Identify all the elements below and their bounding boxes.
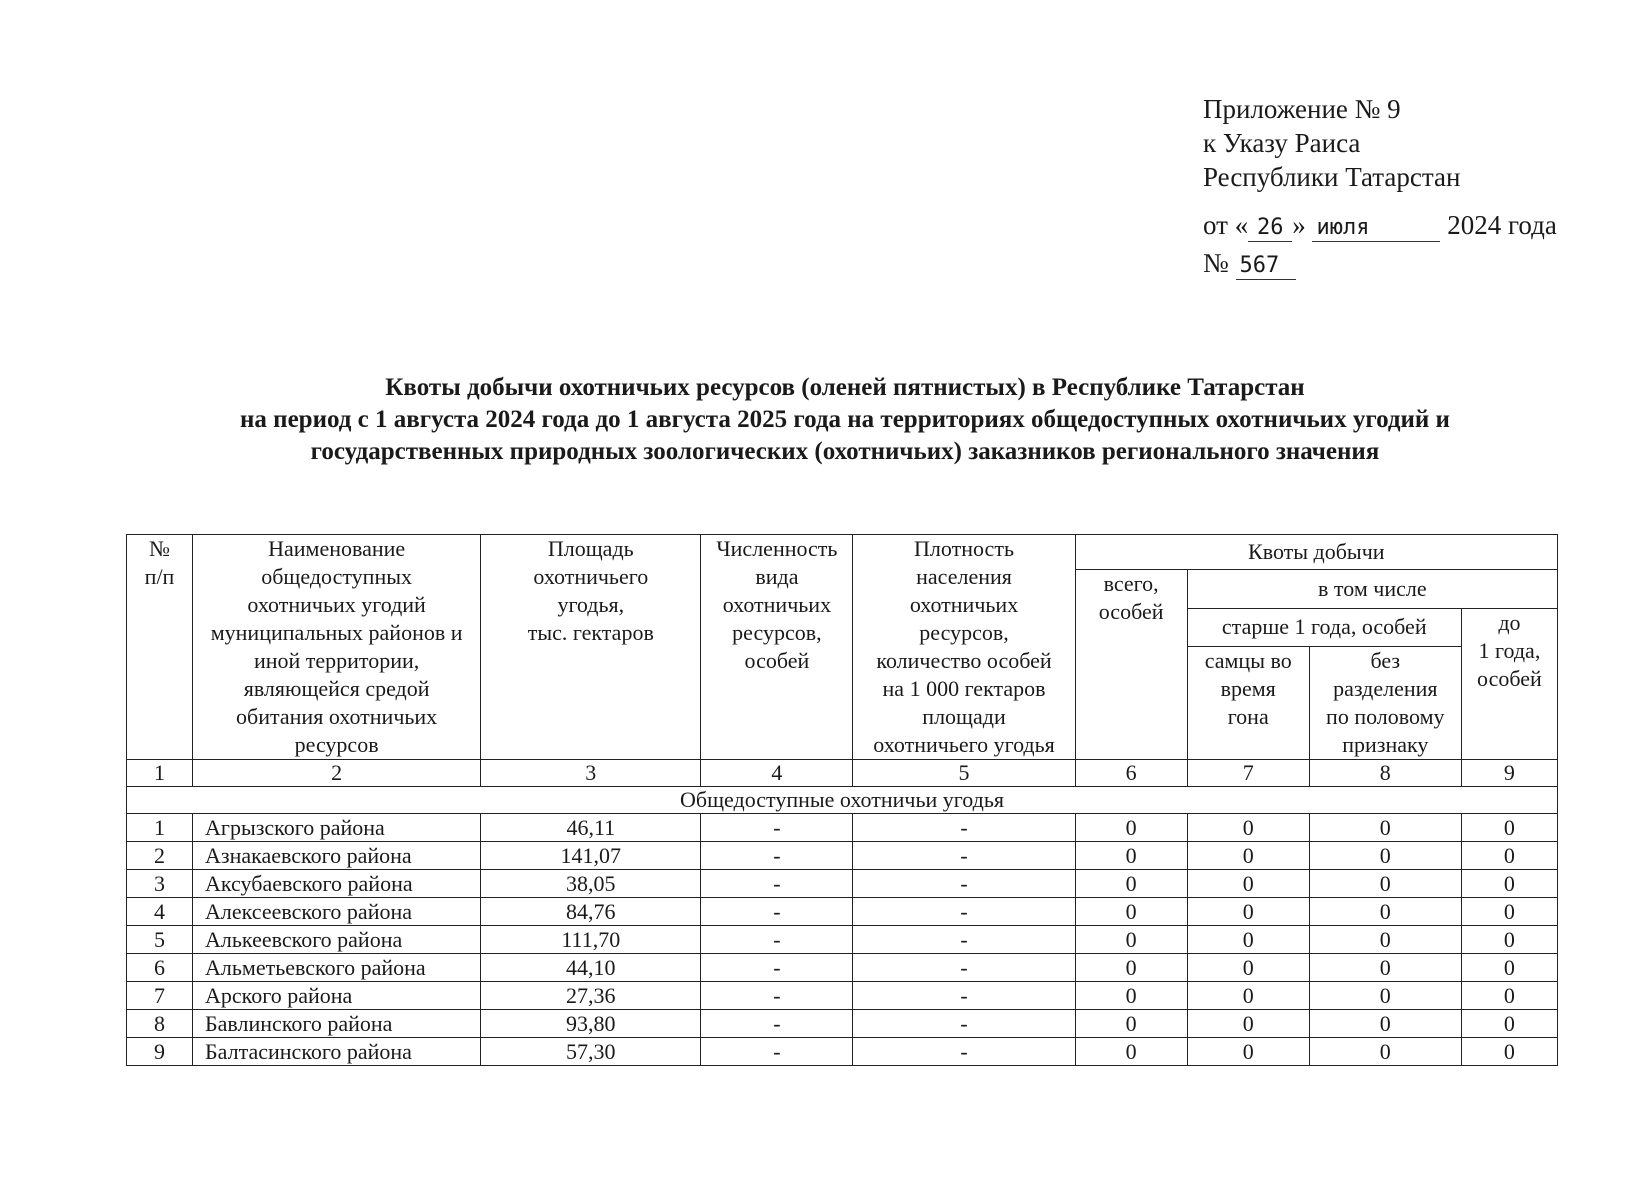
row-density: -	[853, 814, 1075, 842]
header-row-1	[127, 535, 1558, 570]
table-row	[127, 1010, 1558, 1038]
row-quota-total: 0	[1075, 954, 1187, 982]
table-row	[127, 870, 1558, 898]
header-males: самцы во время гона	[1187, 647, 1309, 760]
row-count: -	[701, 954, 853, 982]
date-prefix: от «	[1203, 210, 1249, 240]
row-quota-nosex: 0	[1309, 1038, 1461, 1066]
header-older: старше 1 года, особей	[1187, 608, 1461, 647]
row-district-name: Балтасинского района	[193, 1038, 481, 1066]
row-quota-young: 0	[1461, 814, 1557, 842]
section-row	[127, 787, 1558, 814]
row-count: -	[701, 814, 853, 842]
row-density: -	[853, 1010, 1075, 1038]
row-area: 46,11	[481, 814, 701, 842]
date-year: 2024 года	[1447, 210, 1557, 240]
column-number: 1	[127, 760, 193, 787]
row-district-name: Бавлинского района	[193, 1010, 481, 1038]
quota-table	[126, 534, 1558, 1066]
row-quota-total: 0	[1075, 842, 1187, 870]
row-quota-nosex: 0	[1309, 870, 1461, 898]
header-count: Численность вида охотничьих ресурсов, особей	[701, 535, 853, 760]
row-density: -	[853, 898, 1075, 926]
row-area: 84,76	[481, 898, 701, 926]
column-number: 8	[1309, 760, 1461, 787]
section-title: Общедоступные охотничьи угодья	[127, 787, 1558, 814]
row-area: 93,80	[481, 1010, 701, 1038]
title-line-1: Квоты добычи охотничьих ресурсов (оленей пятнистых) в Республике Татарстан	[385, 374, 1305, 401]
row-quota-nosex: 0	[1309, 1010, 1461, 1038]
row-quota-nosex: 0	[1309, 898, 1461, 926]
appendix-republic: Республики Татарстан	[1203, 162, 1461, 192]
row-district-name: Аксубаевского района	[193, 870, 481, 898]
row-quota-males: 0	[1187, 926, 1309, 954]
column-number: 3	[481, 760, 701, 787]
row-quota-nosex: 0	[1309, 954, 1461, 982]
row-quota-total: 0	[1075, 1038, 1187, 1066]
row-quota-males: 0	[1187, 870, 1309, 898]
header-name: Наименование общедоступных охотничьих угодий муниципальных районов и иной территории, являющейся средой обитания охотничьих ресурсов	[193, 535, 481, 760]
table-row	[127, 982, 1558, 1010]
row-density: -	[853, 926, 1075, 954]
header-quota: Квоты добычи	[1075, 535, 1557, 570]
row-quota-total: 0	[1075, 1010, 1187, 1038]
header-including: в том числе	[1187, 570, 1557, 609]
row-quota-total: 0	[1075, 982, 1187, 1010]
table-row	[127, 842, 1558, 870]
row-quota-males: 0	[1187, 814, 1309, 842]
row-quota-males: 0	[1187, 842, 1309, 870]
row-quota-total: 0	[1075, 814, 1187, 842]
row-count: -	[701, 1038, 853, 1066]
row-quota-total: 0	[1075, 926, 1187, 954]
appendix-decree-ref: к Указу Раиса	[1203, 128, 1361, 158]
row-number: 6	[127, 954, 193, 982]
column-number: 7	[1187, 760, 1309, 787]
table-row	[127, 926, 1558, 954]
row-quota-young: 0	[1461, 954, 1557, 982]
row-area: 111,70	[481, 926, 701, 954]
row-number: 9	[127, 1038, 193, 1066]
title-line-2: на период с 1 августа 2024 года до 1 августа 2025 года на территориях общедоступных охотничьих угодий и	[240, 406, 1450, 433]
row-district-name: Арского района	[193, 982, 481, 1010]
row-area: 141,07	[481, 842, 701, 870]
row-quota-young: 0	[1461, 870, 1557, 898]
date-month-handwritten: июля	[1312, 215, 1440, 242]
row-density: -	[853, 870, 1075, 898]
row-count: -	[701, 898, 853, 926]
document-title	[130, 372, 1560, 468]
table-row	[127, 954, 1558, 982]
row-count: -	[701, 982, 853, 1010]
row-quota-males: 0	[1187, 1038, 1309, 1066]
row-area: 27,36	[481, 982, 701, 1010]
column-number: 6	[1075, 760, 1187, 787]
header-total: всего, особей	[1075, 570, 1187, 760]
header-young: до 1 года, особей	[1461, 608, 1557, 760]
column-number-row	[127, 760, 1558, 787]
row-district-name: Агрызского района	[193, 814, 481, 842]
row-district-name: Алексеевского района	[193, 898, 481, 926]
title-line-3: государственных природных зоологических (охотничьих) заказников регионального значения	[310, 438, 1380, 465]
row-quota-males: 0	[1187, 1010, 1309, 1038]
row-quota-total: 0	[1075, 870, 1187, 898]
row-quota-total: 0	[1075, 898, 1187, 926]
header-num: № п/п	[127, 535, 193, 760]
column-number: 9	[1461, 760, 1557, 787]
row-quota-young: 0	[1461, 842, 1557, 870]
row-density: -	[853, 954, 1075, 982]
row-district-name: Азнакаевского района	[193, 842, 481, 870]
header-density: Плотность населения охотничьих ресурсов, количество особей на 1 000 гектаров площади охотничьего угодья	[853, 535, 1075, 760]
row-number: 4	[127, 898, 193, 926]
row-density: -	[853, 982, 1075, 1010]
row-number: 8	[127, 1010, 193, 1038]
column-number: 2	[193, 760, 481, 787]
table-row	[127, 814, 1558, 842]
appendix-date	[1203, 208, 1557, 242]
row-quota-young: 0	[1461, 926, 1557, 954]
row-quota-nosex: 0	[1309, 926, 1461, 954]
row-quota-nosex: 0	[1309, 982, 1461, 1010]
row-district-name: Алькеевского района	[193, 926, 481, 954]
row-count: -	[701, 926, 853, 954]
row-density: -	[853, 842, 1075, 870]
row-area: 38,05	[481, 870, 701, 898]
row-number: 3	[127, 870, 193, 898]
row-quota-males: 0	[1187, 898, 1309, 926]
appendix-decree-number	[1203, 246, 1557, 280]
row-density: -	[853, 1038, 1075, 1066]
row-number: 7	[127, 982, 193, 1010]
table-row	[127, 1038, 1558, 1066]
row-number: 2	[127, 842, 193, 870]
row-number: 1	[127, 814, 193, 842]
data-rows	[127, 814, 1558, 1066]
row-quota-young: 0	[1461, 1038, 1557, 1066]
column-number: 4	[701, 760, 853, 787]
row-district-name: Альметьевского района	[193, 954, 481, 982]
row-count: -	[701, 870, 853, 898]
row-area: 44,10	[481, 954, 701, 982]
header-area: Площадь охотничьего угодья, тыс. гектаров	[481, 535, 701, 760]
table-row	[127, 898, 1558, 926]
row-quota-young: 0	[1461, 898, 1557, 926]
row-quota-young: 0	[1461, 1010, 1557, 1038]
row-quota-nosex: 0	[1309, 814, 1461, 842]
date-mid: »	[1292, 210, 1306, 240]
decree-number-handwritten: 567	[1236, 253, 1296, 280]
row-area: 57,30	[481, 1038, 701, 1066]
row-count: -	[701, 842, 853, 870]
row-count: -	[701, 1010, 853, 1038]
row-quota-males: 0	[1187, 954, 1309, 982]
row-quota-young: 0	[1461, 982, 1557, 1010]
row-quota-males: 0	[1187, 982, 1309, 1010]
column-number: 5	[853, 760, 1075, 787]
appendix-block	[1203, 92, 1557, 280]
date-day-handwritten: 26	[1248, 215, 1292, 242]
row-quota-nosex: 0	[1309, 842, 1461, 870]
row-number: 5	[127, 926, 193, 954]
appendix-number: Приложение № 9	[1203, 94, 1401, 124]
header-nosex: без разделения по половому признаку	[1309, 647, 1461, 760]
num-prefix: №	[1203, 248, 1229, 278]
